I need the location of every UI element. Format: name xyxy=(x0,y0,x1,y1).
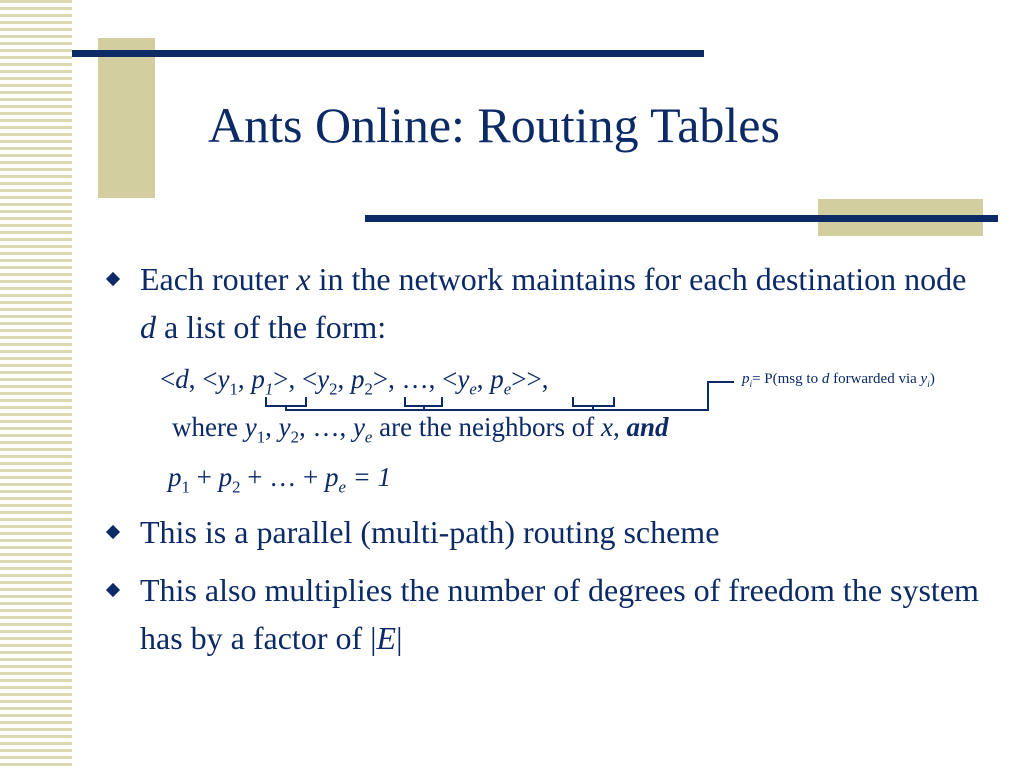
probability-annotation: $p_i= P(msg$ to d forwarded via $y_i$) xyxy=(742,371,935,390)
bracket-pair-1 xyxy=(266,397,306,406)
bullet-2-text: This is a parallel (multi-path) routing scheme xyxy=(140,514,720,550)
bracket-connector-line xyxy=(286,382,734,410)
bullet-2 xyxy=(110,508,990,556)
bullet-3 xyxy=(110,566,990,662)
where-line: where $y_1$, $y_2$, …, $y_e$ are the neighbors of x, and xyxy=(172,412,669,447)
slide-title: Ants Online: Routing Tables xyxy=(208,97,780,153)
bracket-pair-e xyxy=(573,397,614,406)
list-form-line: <d, $<y_1$, $p_1>$, $<y_2$, $p_2>$, …, $<y_e$, $p_e>>$, xyxy=(160,364,549,399)
bullet-1-text: Each router x in the network maintains for each destination node d a list of the form: xyxy=(140,261,967,345)
bullet-3-text: This also multiplies the number of degrees of freedom the system has by a factor of |E| xyxy=(140,572,979,656)
sum-line: $p_1 + p_2$ + … + $p_e = 1$ xyxy=(168,462,392,497)
bracket-pair-2 xyxy=(405,397,442,406)
